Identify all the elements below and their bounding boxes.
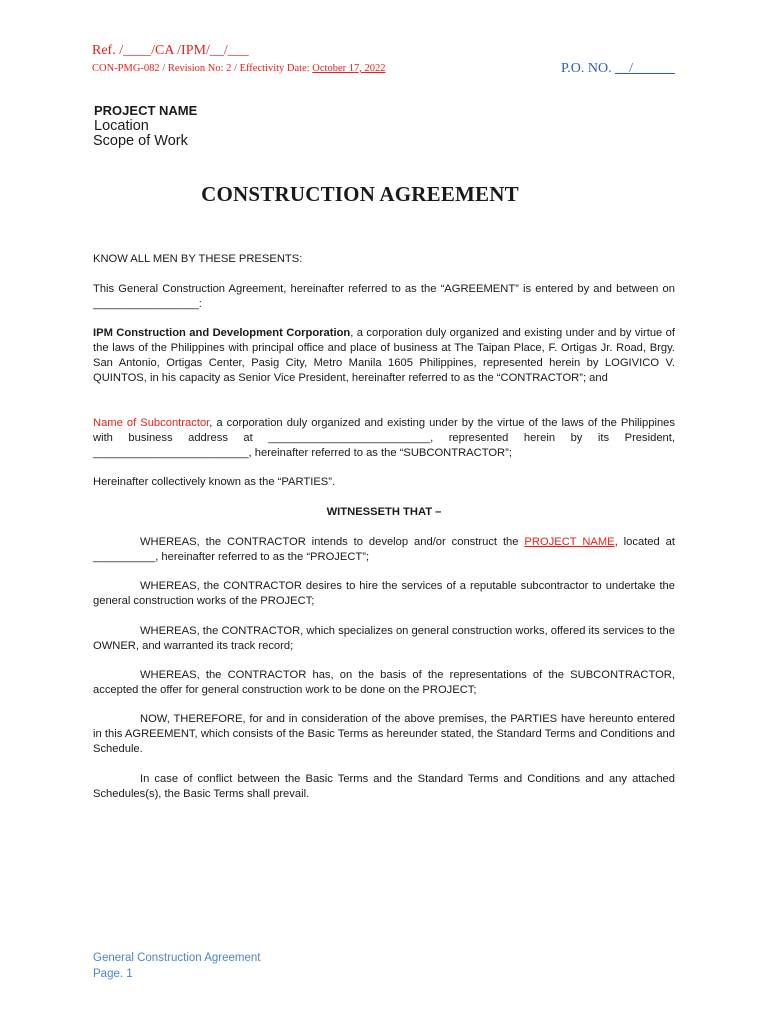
whereas-3: WHEREAS, the CONTRACTOR, which specializes on general construction works, offered its services to the OWNER, and warranted its track record; <box>93 625 675 652</box>
contractor-paragraph <box>93 326 675 386</box>
po-label: P.O. NO. <box>561 61 616 76</box>
contractor-details: , a corporation duly organized and existing under and by virtue of the laws of the Philippines with principal office and place of business at The Taipan Place, F. Ortigas Jr. Road, Brgy. San Antonio, Ortigas Center, Pasig City, Metro Manila 1605 Philippines, represented herein by LOGIVICO V. QUINTOS, in his capacity as Senior Vice President, hereinafter referred to as the “CONTRACTOR”; and <box>93 327 675 384</box>
revision-line <box>92 63 386 74</box>
intro-paragraph: This General Construction Agreement, hereinafter referred to as the “AGREEMENT” is entered by and between on _________________: <box>93 283 675 310</box>
witnesseth-heading: WITNESSETH THAT – <box>326 506 442 518</box>
document-title: CONSTRUCTION AGREEMENT <box>201 182 519 206</box>
whereas-2: WHEREAS, the CONTRACTOR desires to hire the services of a reputable subcontractor to undertake the general construction works of the PROJECT; <box>93 580 675 607</box>
po-blank: __/______ <box>615 61 675 76</box>
whereas-1-start: WHEREAS, the CONTRACTOR intends to develop and/or construct the <box>140 536 525 548</box>
subcontractor-name: Name of Subcontractor <box>93 417 210 429</box>
revision-prefix: CON-PMG-082 / Revision No: 2 / Effectivity Date: <box>92 63 313 74</box>
project-location: Location <box>94 118 149 134</box>
footer-document-name: General Construction Agreement <box>93 952 261 964</box>
whereas-4: WHEREAS, the CONTRACTOR has, on the basis of the representations of the SUBCONTRACTOR, accepted the offer for general construction work to be done on the PROJECT; <box>93 669 675 696</box>
footer-page-number: Page. 1 <box>93 968 133 980</box>
po-number <box>561 61 675 77</box>
whereas-1-project-name: PROJECT NAME <box>524 536 615 548</box>
subcontractor-details: , a corporation duly organized and existing under by the virtue of the laws of the Philippines with business address at __________________________, represented herein by its President, _________________________, hereinafter referred to as the “SUBCONTRACTOR”; <box>93 417 675 459</box>
project-scope: Scope of Work <box>93 133 188 149</box>
whereas-1 <box>93 535 675 565</box>
project-name: PROJECT NAME <box>94 103 198 118</box>
conflict-paragraph: In case of conflict between the Basic Terms and the Standard Terms and Conditions and any attached Schedules(s), the Basic Terms shall prevail. <box>93 773 675 800</box>
parties-paragraph: Hereinafter collectively known as the “PARTIES”. <box>93 476 336 488</box>
reference-number: Ref. /____/CA /IPM/__/___ <box>92 43 249 58</box>
know-all-paragraph: KNOW ALL MEN BY THESE PRESENTS: <box>93 253 303 265</box>
whereas-1-end: , located at __________, hereinafter referred to as the “PROJECT”; <box>93 536 675 563</box>
now-therefore-paragraph: NOW, THEREFORE, for and in consideration of the above premises, the PARTIES have hereunto entered in this AGREEMENT, which consists of the Basic Terms as hereunder stated, the Standard Terms and Conditions and Schedule. <box>93 713 675 755</box>
subcontractor-paragraph <box>93 416 675 461</box>
contractor-name: IPM Construction and Development Corporation <box>93 327 351 339</box>
effectivity-date: October 17, 2022 <box>312 63 386 74</box>
